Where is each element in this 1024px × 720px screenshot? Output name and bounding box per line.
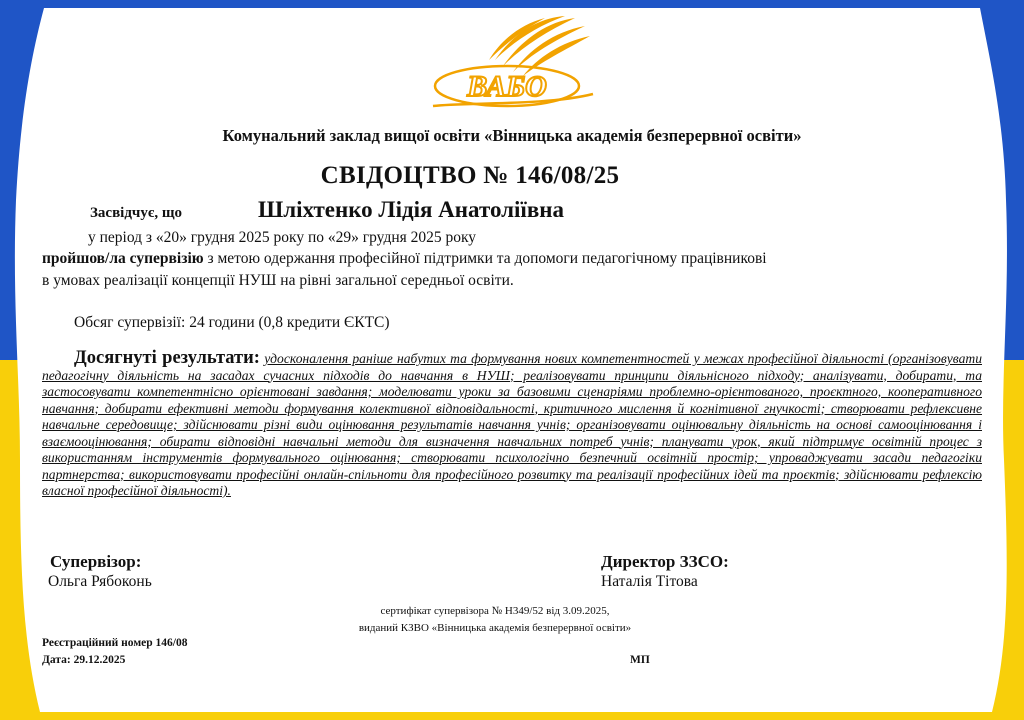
stamp-place-label: МП: [630, 654, 650, 666]
results-text: удосконалення раніше набутих та формування нових компетентностей у межах професійної діяльності (організовувати педагогічну діяльність на засадах сучасних підходів до навчання в НУШ; реалізовувати принципи діяльнісного підходу; аналізувати, добирати, та застосовувати компетентнісно орієнтовані завдання; моделювати уроки за базовими сценаріями проблемно-орієнтованого, проєктного, кооперативного навчання; добирати ефективні методи формування колективної відповідальності, критичного мислення й когнітивної гнучкості; створювати рефлексивне навчальне середовище; здійснювати різні види оцінювання результатів навчання учнів; організовувати оцінювальну діяльність на основі самооцінювання і взаємооцінювання; обирати відповідні навчальні методи для визначення навчальних потреб учнів; планувати урок, який підтримує освітній процес з використанням інструментів формувального оцінювання; створювати психологічно безпечний освітній простір; упроваджувати засади педагогіки партнерства; використовувати професійні онлайн-спільноти для професійного розвитку та реалізації професійних ідей та проєктів; здійснювати рефлексію власної професійної діяльності).: [42, 351, 982, 498]
supervisor-name: Ольга Рябоконь: [48, 573, 152, 590]
issue-date: Дата: 29.12.2025: [42, 654, 126, 666]
person-name: Шліхтенко Лідія Анатоліївна: [258, 197, 564, 222]
results-paragraph: [42, 350, 982, 500]
volume-text: Обсяг супервізії: 24 години (0,8 кредити ЄКТС): [74, 314, 390, 331]
supervisor-label: Супервізор:: [50, 552, 142, 571]
vabo-logo: [425, 14, 600, 116]
passed-bold: пройшов/ла супервізію: [42, 250, 204, 267]
certificate-line-2: виданий КЗВО «Вінницька академія безперервної освіти»: [358, 622, 632, 634]
certifies-label: Засвідчує, що: [90, 205, 183, 221]
director-name: Наталія Тітова: [601, 573, 698, 590]
conditions-text: в умовах реалізації концепції НУШ на рівні загальної середньої освіти.: [42, 272, 514, 289]
institution-name: Комунальний заклад вищої освіти «Вінницька академія безперервної освіти»: [222, 126, 802, 145]
registration-number: Реєстраційний номер 146/08: [42, 637, 188, 649]
certificate-title: СВІДОЦТВО № 146/08/25: [320, 162, 620, 189]
certificate-line-1: сертифікат супервізора № Н349/52 від 3.09.2025,: [380, 605, 610, 617]
passed-rest: з метою одержання професійної підтримки та допомоги педагогічному працівникові: [203, 250, 767, 267]
results-heading: Досягнуті результати:: [74, 348, 260, 368]
passed-text: [42, 250, 767, 268]
period-text: у період з «20» грудня 2025 року по «29» грудня 2025 року: [88, 229, 477, 246]
director-label: Директор ЗЗСО:: [601, 552, 729, 571]
logo-text: ВАБО: [467, 70, 547, 103]
